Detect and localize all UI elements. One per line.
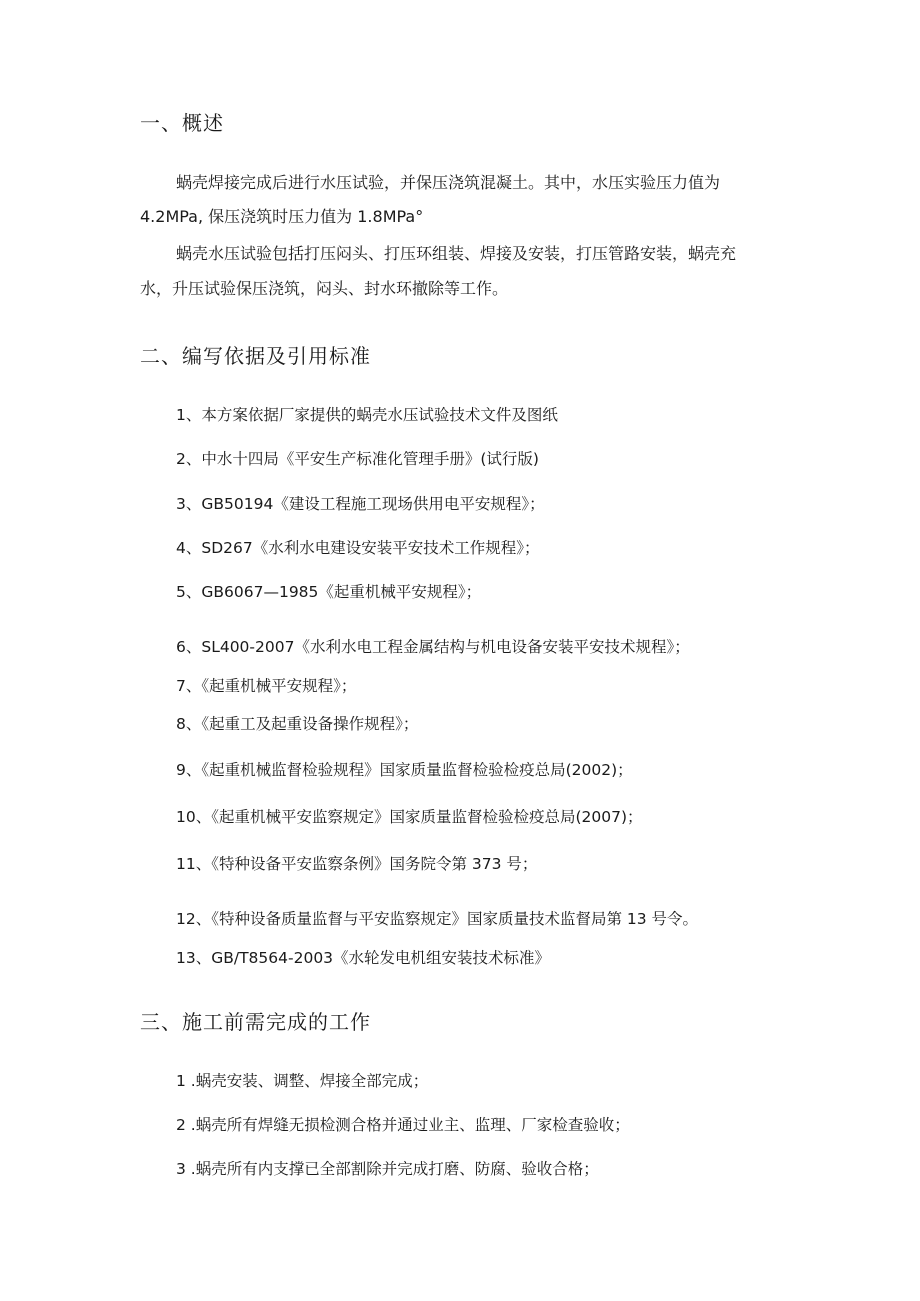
prework-item: 1 .蜗壳安装、调整、焊接全部完成； <box>176 1072 429 1090</box>
overview-paragraph-2-line-2: 水，升压试验保压浇筑，闷头、封水环撤除等工作。 <box>140 279 509 298</box>
reference-item: 13、GB/T8564-2003《水轮发电机组安装技术标准》 <box>176 949 551 967</box>
section-heading-pre-construction: 三、施工前需完成的工作 <box>140 1010 371 1034</box>
reference-item: 1、本方案依据厂家提供的蜗壳水压试验技术文件及图纸 <box>176 406 558 424</box>
reference-item: 8、《起重工及起重设备操作规程》； <box>176 715 419 733</box>
section-heading-overview: 一、概述 <box>140 111 224 135</box>
overview-paragraph-1-line-1: 蜗壳焊接完成后进行水压试验，并保压浇筑混凝土。其中，水压实验压力值为 <box>176 173 721 192</box>
reference-item: 6、SL400-2007《水利水电工程金属结构与机电设备安装平安技术规程》； <box>176 638 690 656</box>
reference-item: 9、《起重机械监督检验规程》国家质量监督检验检疫总局(2002)； <box>176 761 633 779</box>
reference-item: 4、SD267《水利水电建设安装平安技术工作规程》； <box>176 539 540 557</box>
reference-item: 10、《起重机械平安监察规定》国家质量监督检验检疫总局(2007)； <box>176 808 643 826</box>
section-heading-references: 二、编写依据及引用标准 <box>140 344 371 368</box>
overview-paragraph-1-line-2: 4.2MPa, 保压浇筑时压力值为 1.8MPa° <box>140 207 424 226</box>
overview-paragraph-2-line-1: 蜗壳水压试验包括打压闷头、打压环组装、焊接及安装，打压管路安装，蜗壳充 <box>176 244 737 263</box>
reference-item: 11、《特种设备平安监察条例》国务院令第 373 号； <box>176 855 538 873</box>
reference-item: 5、GB6067—1985《起重机械平安规程》； <box>176 583 482 601</box>
reference-item: 3、GB50194《建设工程施工现场供用电平安规程》； <box>176 495 545 513</box>
reference-item: 7、《起重机械平安规程》； <box>176 677 357 695</box>
prework-item: 3 .蜗壳所有内支撑已全部割除并完成打磨、防腐、验收合格； <box>176 1160 599 1178</box>
prework-item: 2 .蜗壳所有焊缝无损检测合格并通过业主、监理、厂家检查验收； <box>176 1116 630 1134</box>
reference-item: 12、《特种设备质量监督与平安监察规定》国家质量技术监督局第 13 号令。 <box>176 910 699 928</box>
reference-item: 2、中水十四局《平安生产标准化管理手册》(试行版) <box>176 450 539 468</box>
